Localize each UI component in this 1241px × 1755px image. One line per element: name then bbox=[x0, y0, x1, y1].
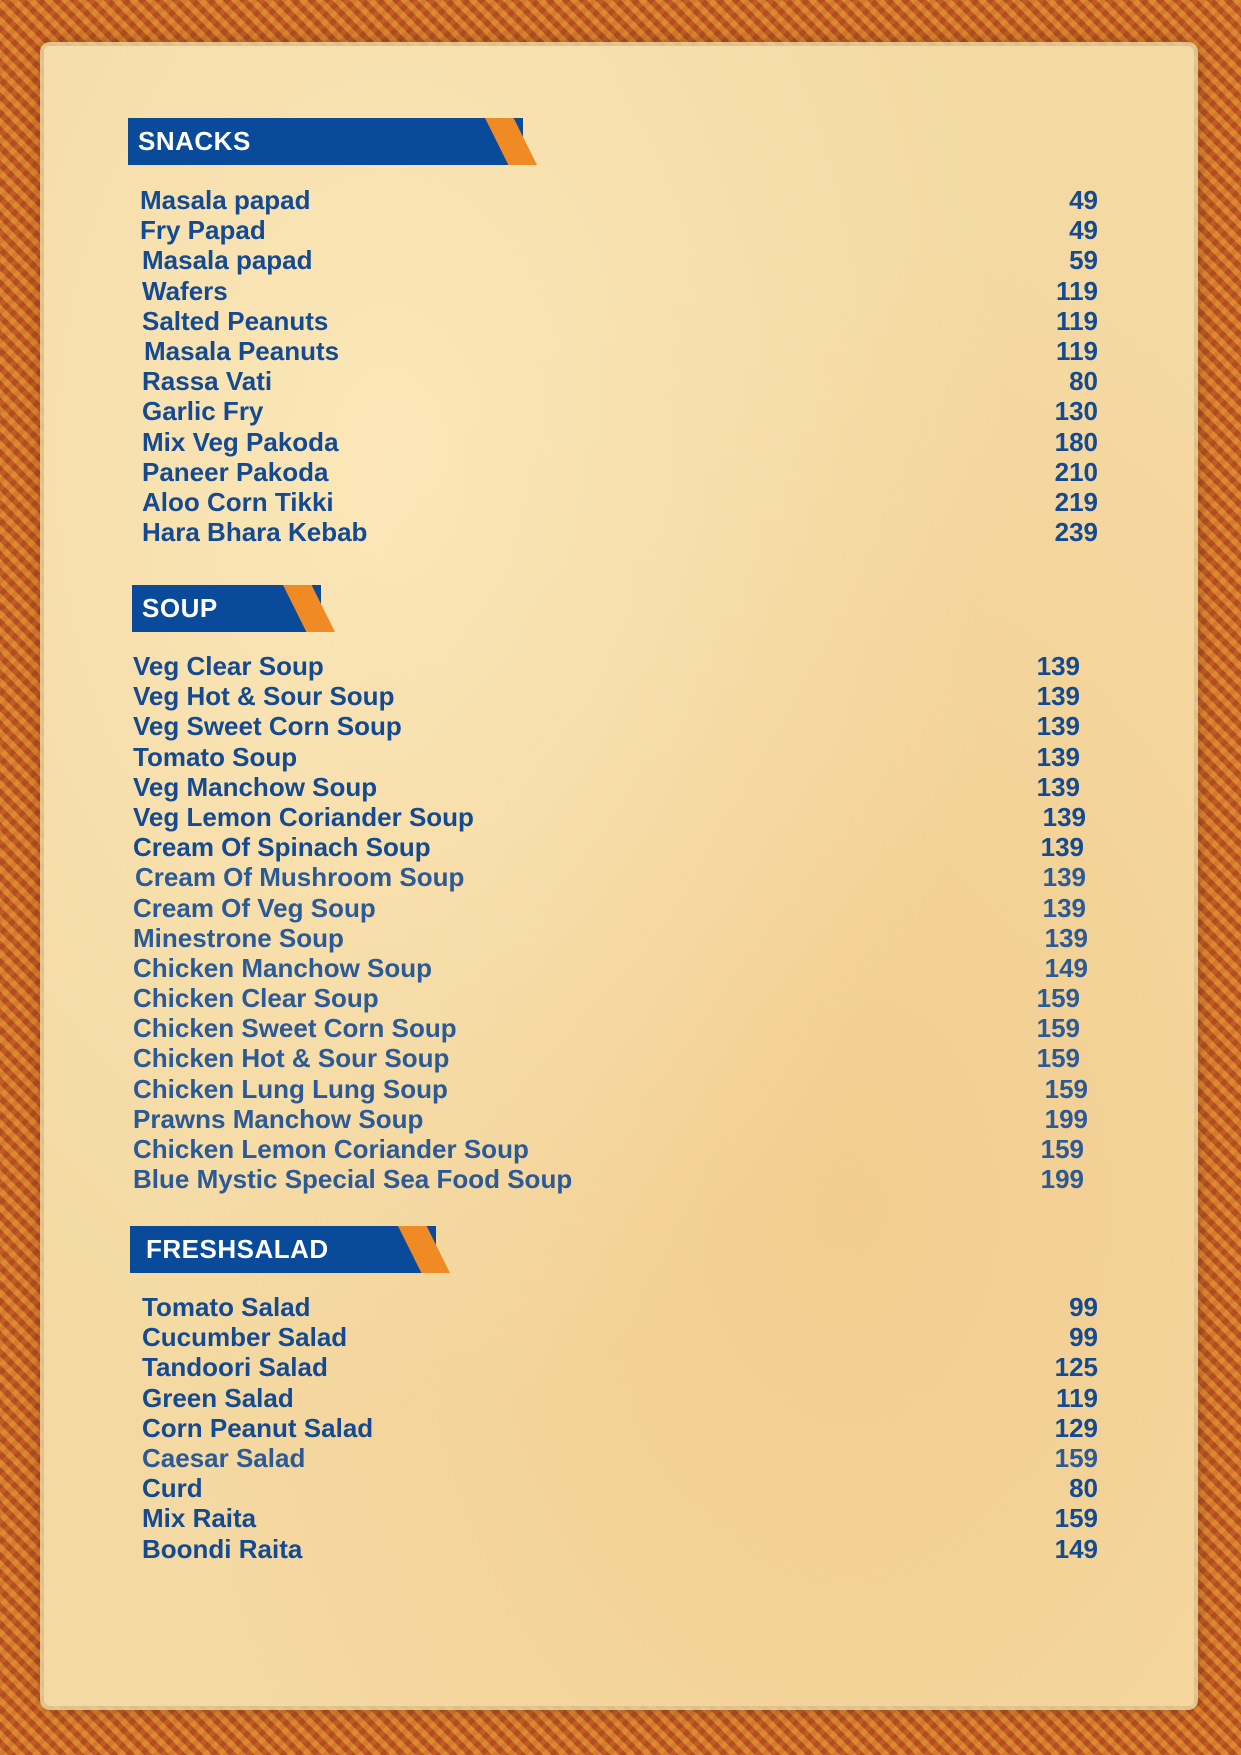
item-name: Veg Clear Soup bbox=[133, 651, 324, 681]
item-price: 49 bbox=[1069, 215, 1098, 246]
item-name: Cucumber Salad bbox=[142, 1322, 348, 1353]
item-name: Chicken Sweet Corn Soup bbox=[133, 1013, 457, 1044]
item-name: Masala Peanuts bbox=[144, 335, 340, 366]
item-name: Chicken Clear Soup bbox=[133, 983, 379, 1014]
item-price: 125 bbox=[1054, 1352, 1098, 1383]
item-name: Hara Bhara Kebab bbox=[142, 517, 368, 548]
item-name: Veg Manchow Soup bbox=[133, 771, 378, 802]
list-item bbox=[140, 517, 1098, 547]
item-name: Tomato Soup bbox=[133, 741, 298, 772]
list-item bbox=[140, 366, 1098, 396]
item-name: Corn Peanut Salad bbox=[142, 1412, 374, 1443]
item-price: 159 bbox=[1036, 1043, 1080, 1074]
item-price: 139 bbox=[1036, 711, 1080, 742]
item-price: 59 bbox=[1069, 245, 1098, 276]
item-list-freshsalad bbox=[142, 1292, 1098, 1564]
item-price: 49 bbox=[1069, 185, 1098, 215]
item-name: Caesar Salad bbox=[142, 1442, 306, 1473]
list-item bbox=[142, 1473, 1098, 1503]
item-name: Veg Hot & Sour Soup bbox=[133, 681, 395, 712]
item-name: Rassa Vati bbox=[142, 366, 273, 397]
list-item bbox=[140, 185, 1098, 215]
item-name: Chicken Hot & Sour Soup bbox=[133, 1043, 450, 1074]
item-price: 199 bbox=[1044, 1103, 1088, 1134]
item-name: Cream Of Spinach Soup bbox=[133, 832, 431, 863]
item-price: 219 bbox=[1054, 486, 1098, 517]
item-price: 139 bbox=[1042, 862, 1086, 893]
list-item bbox=[142, 1292, 1098, 1322]
item-name: Masala papad bbox=[142, 245, 313, 276]
item-name: Cream Of Mushroom Soup bbox=[135, 862, 465, 893]
section-snacks bbox=[128, 118, 1098, 548]
list-item bbox=[133, 802, 1090, 832]
header-accent-stripe bbox=[283, 585, 335, 632]
list-item bbox=[142, 1383, 1098, 1413]
section-title: FRESHSALAD bbox=[146, 1234, 329, 1264]
list-item bbox=[140, 336, 1098, 366]
item-price: 139 bbox=[1044, 922, 1088, 953]
item-name: Curd bbox=[142, 1473, 203, 1504]
item-name: Minestrone Soup bbox=[133, 922, 344, 953]
list-item bbox=[142, 1503, 1098, 1533]
list-item bbox=[142, 1534, 1098, 1564]
item-name: Tomato Salad bbox=[142, 1292, 311, 1322]
item-price: 80 bbox=[1069, 1473, 1098, 1504]
list-item bbox=[140, 215, 1098, 245]
item-name: Green Salad bbox=[142, 1382, 294, 1413]
item-name: Cream Of Veg Soup bbox=[133, 892, 376, 923]
list-item bbox=[142, 1352, 1098, 1382]
item-name: Salted Peanuts bbox=[142, 305, 329, 336]
section-title: SOUP bbox=[142, 593, 218, 623]
item-price: 139 bbox=[1036, 681, 1080, 712]
item-price: 139 bbox=[1036, 651, 1080, 681]
item-name: Paneer Pakoda bbox=[142, 456, 329, 487]
list-item bbox=[133, 1043, 1090, 1073]
header-accent-stripe bbox=[398, 1226, 450, 1273]
list-item bbox=[133, 862, 1090, 892]
item-name: Blue Mystic Special Sea Food Soup bbox=[133, 1164, 573, 1195]
list-item bbox=[142, 1322, 1098, 1352]
item-name: Mix Raita bbox=[142, 1503, 257, 1534]
item-price: 239 bbox=[1054, 517, 1098, 548]
item-price: 129 bbox=[1054, 1412, 1098, 1443]
list-item bbox=[133, 1134, 1090, 1164]
list-item bbox=[133, 1104, 1090, 1134]
item-name: Boondi Raita bbox=[142, 1533, 303, 1564]
item-name: Fry Papad bbox=[140, 215, 266, 246]
list-item bbox=[133, 742, 1090, 772]
list-item bbox=[142, 1413, 1098, 1443]
list-item bbox=[133, 893, 1090, 923]
item-price: 119 bbox=[1056, 1382, 1098, 1413]
list-item bbox=[133, 651, 1090, 681]
section-header-freshsalad bbox=[130, 1226, 436, 1273]
item-name: Mix Veg Pakoda bbox=[142, 426, 339, 457]
item-price: 119 bbox=[1056, 305, 1098, 336]
item-price: 199 bbox=[1040, 1164, 1084, 1195]
item-price: 99 bbox=[1069, 1322, 1098, 1353]
item-name: Aloo Corn Tikki bbox=[142, 486, 334, 517]
item-name: Prawns Manchow Soup bbox=[133, 1103, 424, 1134]
item-list-snacks bbox=[140, 185, 1098, 547]
header-accent-stripe bbox=[485, 118, 537, 165]
item-price: 119 bbox=[1056, 335, 1098, 366]
list-item bbox=[142, 1443, 1098, 1473]
item-price: 159 bbox=[1054, 1503, 1098, 1534]
list-item bbox=[140, 487, 1098, 517]
list-item bbox=[140, 457, 1098, 487]
item-price: 139 bbox=[1036, 771, 1080, 802]
item-price: 139 bbox=[1040, 832, 1084, 863]
list-item bbox=[133, 1164, 1090, 1194]
item-list-soup bbox=[133, 651, 1090, 1194]
item-price: 139 bbox=[1042, 892, 1086, 923]
item-price: 210 bbox=[1054, 456, 1098, 487]
list-item bbox=[140, 276, 1098, 306]
list-item bbox=[133, 772, 1090, 802]
item-price: 159 bbox=[1044, 1073, 1088, 1104]
item-price: 159 bbox=[1036, 1013, 1080, 1044]
item-name: Chicken Lung Lung Soup bbox=[133, 1073, 448, 1104]
section-header-snacks bbox=[128, 118, 523, 165]
item-price: 130 bbox=[1054, 396, 1098, 427]
list-item bbox=[140, 245, 1098, 275]
list-item bbox=[133, 832, 1090, 862]
item-price: 119 bbox=[1056, 275, 1098, 306]
item-name: Wafers bbox=[142, 275, 228, 306]
list-item bbox=[133, 953, 1090, 983]
list-item bbox=[133, 983, 1090, 1013]
item-name: Chicken Lemon Coriander Soup bbox=[133, 1134, 529, 1164]
item-name: Veg Lemon Coriander Soup bbox=[133, 801, 474, 832]
list-item bbox=[133, 923, 1090, 953]
list-item bbox=[140, 396, 1098, 426]
item-name: Garlic Fry bbox=[142, 396, 264, 427]
item-price: 149 bbox=[1054, 1533, 1098, 1564]
section-freshsalad bbox=[130, 1226, 1098, 1564]
list-item bbox=[133, 681, 1090, 711]
list-item bbox=[140, 306, 1098, 336]
item-price: 139 bbox=[1042, 801, 1086, 832]
list-item bbox=[133, 1013, 1090, 1043]
section-title: SNACKS bbox=[138, 126, 251, 156]
item-price: 159 bbox=[1036, 983, 1080, 1014]
list-item bbox=[133, 1074, 1090, 1104]
item-name: Masala papad bbox=[140, 185, 311, 215]
section-soup bbox=[132, 585, 1092, 1195]
item-price: 99 bbox=[1069, 1292, 1098, 1322]
item-name: Tandoori Salad bbox=[142, 1352, 328, 1383]
item-price: 80 bbox=[1069, 366, 1098, 397]
list-item bbox=[140, 427, 1098, 457]
section-header-soup bbox=[132, 585, 321, 632]
item-price: 149 bbox=[1044, 952, 1088, 983]
item-name: Chicken Manchow Soup bbox=[133, 952, 433, 983]
item-price: 159 bbox=[1054, 1442, 1098, 1473]
item-name: Veg Sweet Corn Soup bbox=[133, 711, 402, 742]
list-item bbox=[133, 711, 1090, 741]
item-price: 180 bbox=[1054, 426, 1098, 457]
item-price: 139 bbox=[1036, 741, 1080, 772]
item-price: 159 bbox=[1040, 1134, 1084, 1164]
